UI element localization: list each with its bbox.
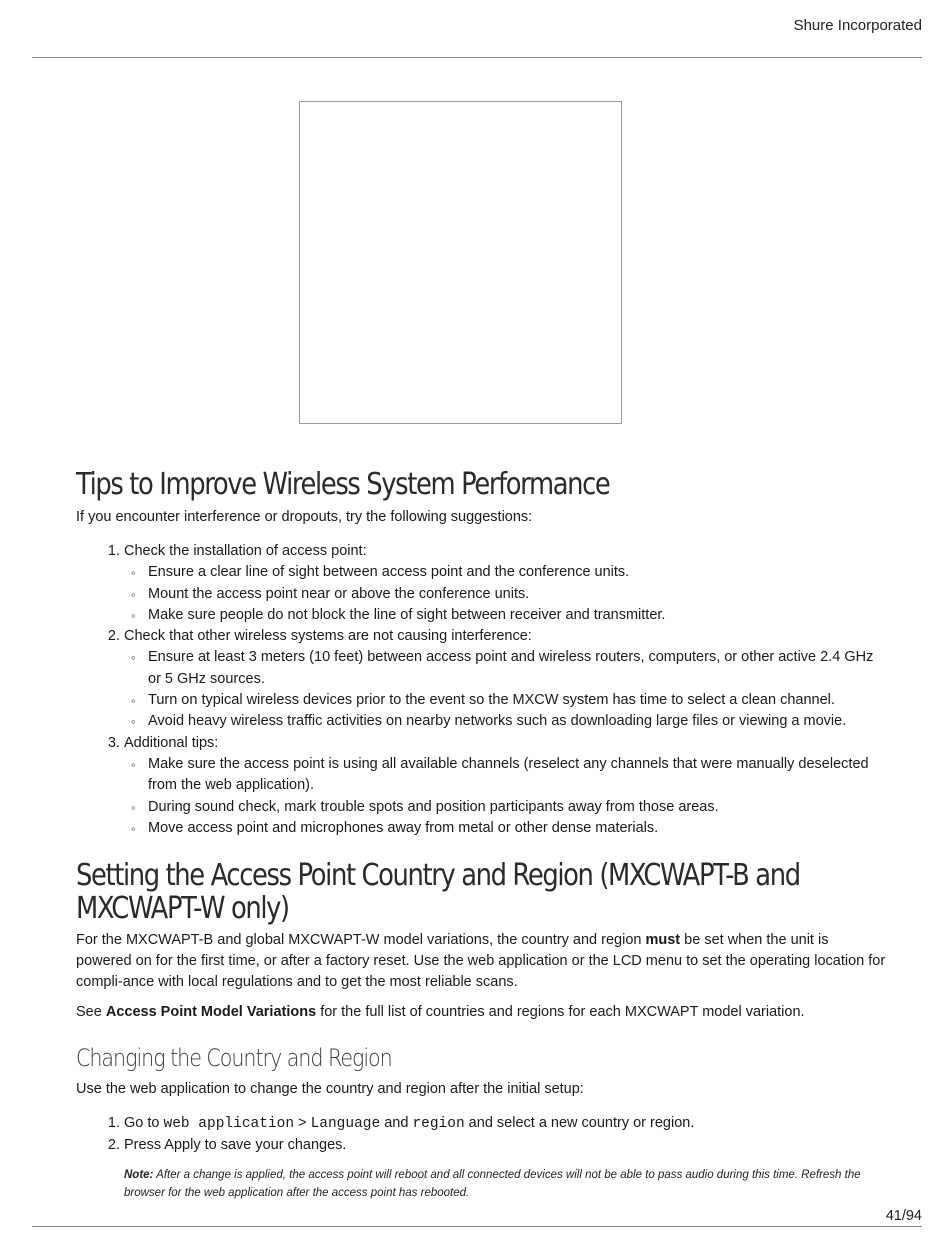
- paragraph-country-requirement: [76, 930, 886, 993]
- sub-list-item: ◦ Ensure at least 3 meters (10 feet) between access point and wireless routers, computers, or other active 2.4 GHz or 5 GHz sources.: [148, 647, 886, 690]
- list-item: [124, 1113, 886, 1135]
- section-intro: If you encounter interference or dropouts, try the following suggestions:: [76, 509, 533, 525]
- text-run: For the MXCWAPT-B and global MXCWAPT-W model variations, the country and region: [76, 932, 646, 949]
- list-item-label: Check the installation of access point:: [124, 543, 367, 559]
- sub-list-item: ◦ Avoid heavy wireless traffic activities on nearby networks such as downloading large files or viewing a movie.: [148, 711, 886, 732]
- header-company-name: Shure Incorporated: [793, 17, 922, 34]
- code-web-application: web application: [163, 1116, 295, 1133]
- sub-list: [124, 562, 886, 626]
- text-run: for the full list of countries and regions for each MXCWAPT model variation.: [316, 1004, 805, 1021]
- tips-list: [76, 541, 886, 839]
- text-run: and select a new country or region.: [464, 1115, 695, 1132]
- sub-list-item: ◦ Mount the access point near or above the conference units.: [148, 584, 886, 605]
- code-region: region: [412, 1116, 465, 1133]
- list-item-label: Check that other wireless systems are not causing interference:: [124, 628, 532, 645]
- sub-list-item: ◦ Make sure the access point is using all available channels (reselect any channels that were manually deselected from the web application).: [148, 754, 886, 797]
- list-item: 2. Press Apply to save your changes.: [124, 1135, 886, 1156]
- list-item: [124, 541, 886, 626]
- sub-list-item: ◦ Move access point and microphones away from metal or other dense materials.: [148, 818, 886, 839]
- emphasis-must: must: [645, 932, 681, 949]
- sub-list-item: ◦ Ensure a clear line of sight between access point and the conference units.: [148, 562, 886, 583]
- sub-list-item: ◦ Make sure people do not block the line of sight between receiver and transmitter.: [148, 605, 886, 626]
- sub-list: [124, 754, 886, 839]
- paragraph-see-variations: [76, 1002, 886, 1023]
- section-title-country-region: Setting the Access Point Country and Region (MXCWAPT-B and MXCWAPT-W only): [76, 858, 800, 927]
- text-run: be set when the unit is powered on for the first time, or after a factory reset. Use the web application or the LCD menu to set the operating location for compli-ance with local regulations and to get the most reliable scans.: [76, 932, 886, 991]
- section-title-wireless-tips: Tips to Improve Wireless System Performance: [76, 467, 610, 502]
- sub-list-item: ◦ During sound check, mark trouble spots and position participants away from those areas.: [148, 797, 886, 818]
- footer-rule: [32, 1226, 922, 1227]
- note-box: [124, 1166, 886, 1202]
- subsection-intro: Use the web application to change the country and region after the initial setup:: [76, 1081, 584, 1098]
- page-number: 41/94: [885, 1208, 922, 1224]
- page-content: [76, 462, 886, 1202]
- list-item: [124, 733, 886, 839]
- header-rule: [32, 57, 922, 58]
- link-access-point-variations[interactable]: Access Point Model Variations: [105, 1004, 317, 1021]
- text-run: and: [380, 1115, 413, 1132]
- subsection-title-changing-country: Changing the Country and Region: [76, 1044, 392, 1073]
- text-run: Go to: [124, 1115, 164, 1132]
- note-text: After a change is applied, the access point will reboot and all connected devices will not be able to pass audio during this time. Refresh the browser for the web application after the access point has rebooted.: [124, 1168, 861, 1199]
- text-run: See: [76, 1004, 106, 1021]
- list-item: [124, 626, 886, 732]
- note-label: Note:: [124, 1168, 154, 1181]
- list-item-label: Additional tips:: [124, 734, 219, 751]
- code-language: Language: [310, 1116, 381, 1133]
- change-steps-list: [76, 1113, 886, 1157]
- sub-list: [124, 647, 886, 732]
- sub-list-item: ◦ Turn on typical wireless devices prior to the event so the MXCW system has time to select a clean channel.: [148, 690, 886, 711]
- text-run: >: [294, 1115, 311, 1132]
- figure-placeholder: [299, 101, 622, 424]
